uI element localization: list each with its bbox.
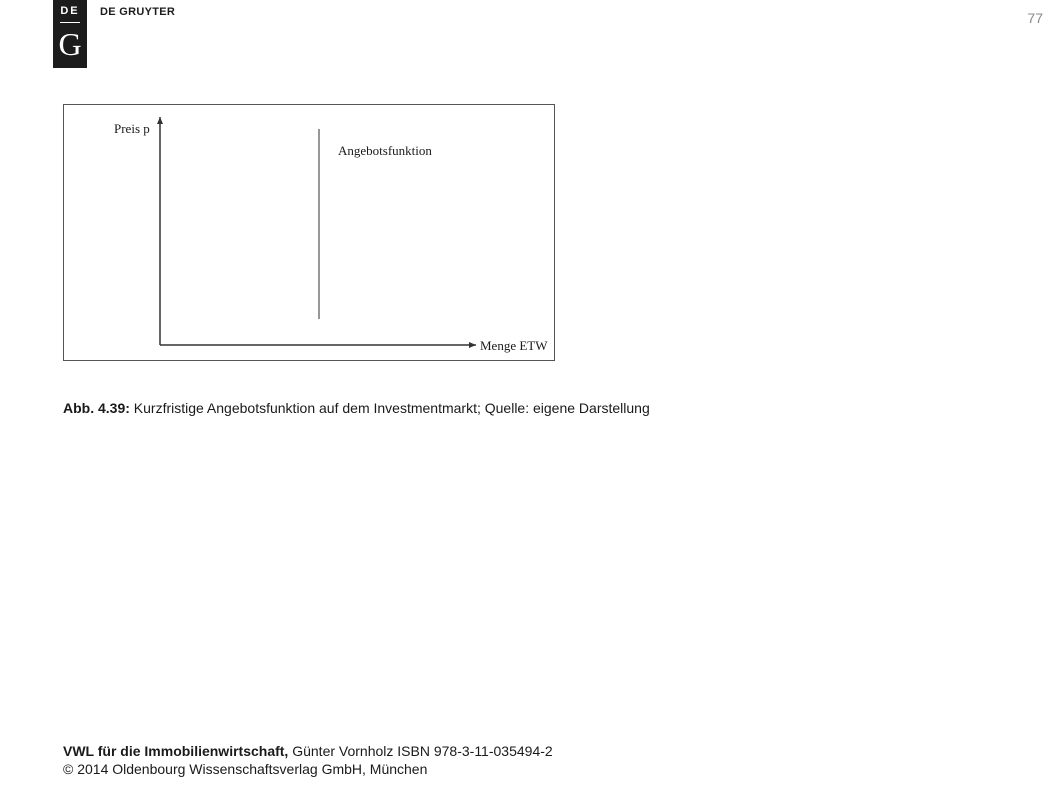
supply-diagram <box>64 105 554 360</box>
logo-top-text: DE <box>60 5 80 17</box>
caption-text: Kurzfristige Angebotsfunktion auf dem Investmentmarkt; Quelle: eigene Darstellung <box>133 400 650 416</box>
figure-frame <box>63 104 555 361</box>
x-axis-label: Menge ETW <box>480 338 548 353</box>
logo-divider <box>60 22 80 23</box>
book-info: Günter Vornholz ISBN 978-3-11-035494-2 <box>292 743 553 759</box>
publisher-logo <box>53 0 87 68</box>
footer-book-line <box>63 742 553 760</box>
logo-bottom-text: G <box>58 26 82 62</box>
publisher-name: DE GRUYTER <box>100 6 176 18</box>
page-number: 77 <box>1027 10 1043 26</box>
book-title: VWL für die Immobilienwirtschaft, <box>63 743 289 759</box>
copyright-line: © 2014 Oldenbourg Wissenschaftsverlag GmbH, München <box>63 761 428 777</box>
y-axis-label: Preis p <box>114 121 150 136</box>
caption-label: Abb. 4.39: <box>63 400 130 416</box>
figure-caption <box>63 400 650 416</box>
supply-curve-label: Angebotsfunktion <box>338 143 432 158</box>
page-footer <box>63 742 553 778</box>
